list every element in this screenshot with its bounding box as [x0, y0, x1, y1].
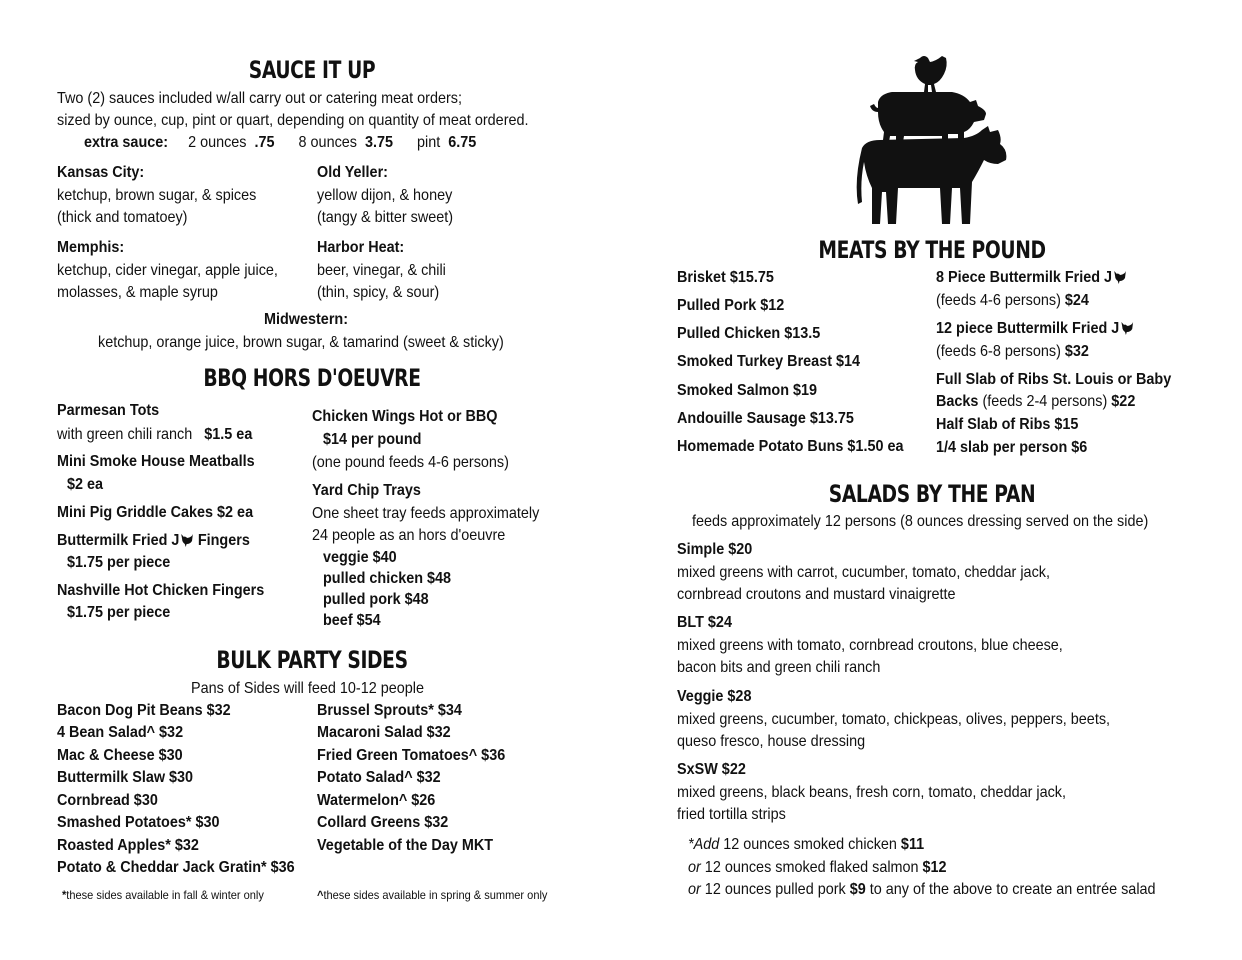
eight-piece-name	[936, 267, 1126, 289]
side-item: Vegetable of the Day MKT	[317, 837, 494, 854]
meatballs-price: $2 ea	[67, 476, 104, 493]
salad-simple-name: Simple $20	[677, 541, 753, 558]
chicken-pig-cow-stack-icon	[852, 52, 1012, 228]
tots-desc: with green chili ranch	[57, 426, 193, 443]
wings-price: $14 per pound	[323, 431, 422, 448]
extra-sauce-line	[84, 132, 476, 154]
twelve-piece-price: $32	[1064, 343, 1089, 360]
chicken-icon	[1119, 320, 1133, 335]
twelve-piece-feeds: (feeds 6-8 persons)	[936, 343, 1065, 360]
meat-item: Andouille Sausage $13.75	[677, 410, 854, 427]
extra-2oz: 2 ounces	[188, 134, 247, 151]
twelve-piece-feeds-line	[936, 341, 1089, 363]
fried-fingers-name	[57, 530, 250, 552]
side-item: Watermelon^ $26	[317, 792, 436, 809]
salad-sxsw-desc2: fried tortilla strips	[677, 806, 786, 823]
sauce-intro-line1: Two (2) sauces included w/all carry out or catering meat orders;	[57, 90, 462, 107]
salad-sxsw-name: SxSW $22	[677, 761, 746, 778]
griddle-cakes: Mini Pig Griddle Cakes $2 ea	[57, 504, 254, 521]
sauce-memphis-desc2: molasses, & maple syrup	[57, 284, 218, 301]
meat-item: Smoked Salmon $19	[677, 382, 818, 399]
salad-simple-desc1: mixed greens with carrot, cucumber, tomato, cheddar jack,	[677, 564, 1050, 581]
sauce-heading: SAUCE IT UP	[248, 56, 376, 84]
salad-simple-desc2: cornbread croutons and mustard vinaigrette	[677, 586, 956, 603]
add-on-chicken	[688, 834, 924, 856]
salad-blt-name: BLT $24	[677, 614, 732, 631]
side-item: Mac & Cheese $30	[57, 747, 183, 764]
sauce-midwestern-desc: ketchup, orange juice, brown sugar, & tamarind (sweet & sticky)	[98, 334, 504, 351]
sauce-harbor-heat-desc2: (thin, spicy, & sour)	[317, 284, 440, 301]
side-item: Buttermilk Slaw $30	[57, 769, 194, 786]
chicken-icon	[1112, 269, 1126, 284]
sauce-intro-line2: sized by ounce, cup, pint or quart, depending on quantity of meat ordered.	[57, 112, 529, 129]
full-slab-line1: Full Slab of Ribs St. Louis or Baby	[936, 371, 1172, 388]
fried-fingers-price: $1.75 per piece	[67, 554, 171, 571]
side-item: Roasted Apples* $32	[57, 837, 199, 854]
side-item: Fried Green Tomatoes^ $36	[317, 747, 506, 764]
quarter-slab: 1/4 slab per person $6	[936, 439, 1088, 456]
sides-heading: BULK PARTY SIDES	[216, 646, 408, 674]
add-on-chicken-text: 12 ounces smoked chicken	[719, 836, 901, 853]
trays-name: Yard Chip Trays	[312, 482, 421, 499]
wings-name: Chicken Wings Hot or BBQ	[312, 408, 498, 425]
salad-veggie-desc2: queso fresco, house dressing	[677, 733, 866, 750]
note-spring-text: these sides available in spring & summer only	[323, 888, 548, 902]
side-item: Potato & Cheddar Jack Gratin* $36	[57, 859, 295, 876]
add-on-pork-text: 12 ounces pulled pork	[700, 881, 850, 898]
add-on-pork-price: $9	[849, 881, 866, 898]
tots-price: $1.5 ea	[204, 426, 253, 443]
full-slab-backs: Backs	[936, 393, 979, 410]
salad-sxsw-desc1: mixed greens, black beans, fresh corn, tomato, cheddar jack,	[677, 784, 1066, 801]
wings-note: (one pound feeds 4-6 persons)	[312, 454, 509, 471]
side-item: 4 Bean Salad^ $32	[57, 724, 184, 741]
sauce-old-yeller-desc1: yellow dijon, & honey	[317, 187, 453, 204]
fried-fingers-b: Fingers	[193, 532, 250, 549]
spring-summer-note	[317, 888, 547, 902]
trays-desc1: One sheet tray feeds approximately	[312, 505, 540, 522]
sauce-memphis-desc1: ketchup, cider vinegar, apple juice,	[57, 262, 278, 279]
full-slab-price: $22	[1111, 393, 1136, 410]
extra-2oz-price: .75	[254, 134, 275, 151]
sauce-old-yeller-desc2: (tangy & bitter sweet)	[317, 209, 454, 226]
eight-piece-feeds-line	[936, 290, 1089, 312]
note-fall-text: these sides available in fall & winter only	[66, 888, 264, 902]
meatballs-name: Mini Smoke House Meatballs	[57, 453, 255, 470]
eight-piece-price: $24	[1064, 292, 1089, 309]
trays-desc2: 24 people as an hors d'oeuvre	[312, 527, 506, 544]
salads-subtitle: feeds approximately 12 persons (8 ounces dressing served on the side)	[692, 513, 1149, 530]
eight-piece-text: 8 Piece Buttermilk Fried J	[936, 269, 1113, 286]
meat-item: Homemade Potato Buns $1.50 ea	[677, 438, 904, 455]
extra-8oz: 8 ounces	[298, 134, 357, 151]
meats-heading: MEATS BY THE POUND	[818, 236, 1046, 264]
meat-item: Brisket $15.75	[677, 269, 774, 286]
tray-item: pulled chicken $48	[323, 570, 452, 587]
extra-sauce-label: extra sauce:	[84, 134, 169, 151]
meat-item: Pulled Pork $12	[677, 297, 785, 314]
eight-piece-feeds: (feeds 4-6 persons)	[936, 292, 1065, 309]
add-on-salmon-text: 12 ounces smoked flaked salmon	[700, 859, 923, 876]
sauce-old-yeller-name: Old Yeller:	[317, 164, 388, 181]
nashville-price: $1.75 per piece	[67, 604, 171, 621]
side-item: Macaroni Salad $32	[317, 724, 451, 741]
half-slab: Half Slab of Ribs $15	[936, 416, 1079, 433]
side-item: Collard Greens $32	[317, 814, 449, 831]
fried-fingers-a: Buttermilk Fried J	[57, 532, 180, 549]
tray-item: veggie $40	[323, 549, 397, 566]
nashville-name: Nashville Hot Chicken Fingers	[57, 582, 265, 599]
add-on-tail: to any of the above to create an entrée salad	[865, 881, 1156, 898]
salad-veggie-name: Veggie $28	[677, 688, 752, 705]
sauce-memphis-name: Memphis:	[57, 239, 125, 256]
sauce-harbor-heat-desc1: beer, vinegar, & chili	[317, 262, 446, 279]
tots-name: Parmesan Tots	[57, 402, 160, 419]
side-item: Smashed Potatoes* $30	[57, 814, 220, 831]
tots-line	[57, 424, 252, 446]
sauce-midwestern-name: Midwestern:	[264, 311, 349, 328]
add-on-salmon-price: $12	[922, 859, 947, 876]
add-on-chicken-price: $11	[900, 836, 925, 853]
sauce-kansas-city-desc2: (thick and tomatoey)	[57, 209, 188, 226]
hors-heading: BBQ HORS D'OEUVRE	[203, 364, 421, 392]
tray-item: beef $54	[323, 612, 381, 629]
sauce-kansas-city-desc1: ketchup, brown sugar, & spices	[57, 187, 257, 204]
chicken-icon	[179, 532, 193, 547]
side-item: Bacon Dog Pit Beans $32	[57, 702, 231, 719]
meat-item: Smoked Turkey Breast $14	[677, 353, 861, 370]
sides-subtitle: Pans of Sides will feed 10-12 people	[191, 680, 424, 697]
note-caret: ^	[317, 888, 324, 902]
meat-item: Pulled Chicken $13.5	[677, 325, 821, 342]
salad-veggie-desc1: mixed greens, cucumber, tomato, chickpeas, olives, peppers, beets,	[677, 711, 1111, 728]
twelve-piece-name	[936, 318, 1134, 340]
add-on-pork	[688, 879, 1156, 901]
salads-heading: SALADS BY THE PAN	[828, 480, 1036, 508]
extra-pint: pint	[417, 134, 441, 151]
side-item: Potato Salad^ $32	[317, 769, 441, 786]
salad-blt-desc2: bacon bits and green chili ranch	[677, 659, 881, 676]
side-item: Cornbread $30	[57, 792, 158, 809]
fall-winter-note	[62, 888, 264, 902]
add-on-or: or	[688, 859, 701, 876]
add-on-prefix: *Add	[688, 836, 720, 853]
full-slab-feeds: (feeds 2-4 persons)	[978, 393, 1112, 410]
sauce-harbor-heat-name: Harbor Heat:	[317, 239, 405, 256]
side-item: Brussel Sprouts* $34	[317, 702, 462, 719]
add-on-or: or	[688, 881, 701, 898]
extra-pint-price: 6.75	[448, 134, 477, 151]
tray-item: pulled pork $48	[323, 591, 429, 608]
extra-8oz-price: 3.75	[364, 134, 394, 151]
twelve-piece-text: 12 piece Buttermilk Fried J	[936, 320, 1120, 337]
add-on-salmon	[688, 857, 947, 879]
sauce-kansas-city-name: Kansas City:	[57, 164, 145, 181]
note-star: *	[62, 888, 67, 902]
salad-blt-desc1: mixed greens with tomato, cornbread croutons, blue cheese,	[677, 637, 1063, 654]
full-slab-line2	[936, 391, 1135, 413]
